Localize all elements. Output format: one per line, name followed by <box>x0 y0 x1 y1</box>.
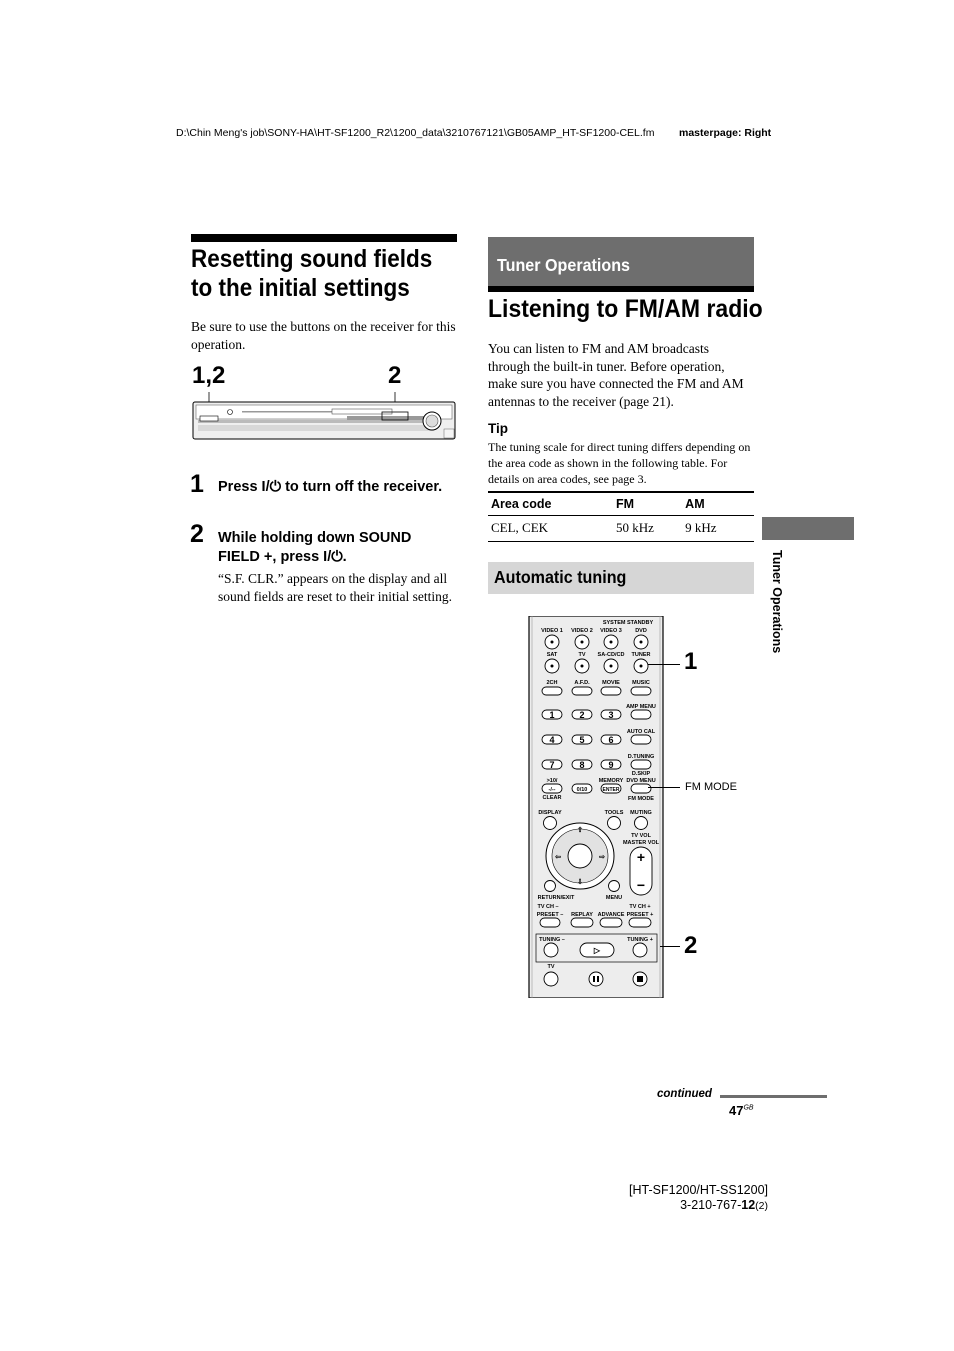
svg-text:FM MODE: FM MODE <box>628 796 654 802</box>
model-info <box>612 1183 768 1214</box>
callout-leader-2 <box>660 946 680 947</box>
subsection-title: Automatic tuning <box>494 567 627 587</box>
svg-text:-/--: -/-- <box>548 787 556 793</box>
svg-text:TV CH +: TV CH + <box>629 904 651 910</box>
svg-text:SAT: SAT <box>546 652 558 658</box>
remote-control-illustration <box>528 616 664 998</box>
svg-text:▷: ▷ <box>593 946 601 955</box>
section-rule <box>191 234 457 242</box>
svg-text:MASTER VOL: MASTER VOL <box>622 840 660 846</box>
svg-text:TV CH –: TV CH – <box>537 904 559 910</box>
continued-rule <box>720 1095 827 1098</box>
side-tab-marker <box>762 517 854 540</box>
document-code: 3-210-767-12(2) <box>680 1198 768 1212</box>
svg-text:TV VOL: TV VOL <box>631 833 651 839</box>
table-cell: 9 kHz <box>682 516 754 542</box>
tip-label: Tip <box>488 421 508 436</box>
svg-text:DVD: DVD <box>635 628 647 634</box>
side-tab-label: Tuner Operations <box>770 550 784 654</box>
step-1-number: 1 <box>190 470 204 498</box>
table-cell: CEL, CEK <box>488 516 613 542</box>
svg-text:DVD MENU: DVD MENU <box>626 778 656 784</box>
area-code-table <box>488 491 754 542</box>
section-title: Tuner Operations <box>497 255 630 275</box>
svg-text:MEMORY: MEMORY <box>598 778 624 784</box>
page-number-value: 47 <box>729 1103 744 1118</box>
svg-text:REPLAY: REPLAY <box>571 912 593 918</box>
svg-text:CLEAR: CLEAR <box>542 795 562 801</box>
svg-text:MENU: MENU <box>605 895 623 901</box>
svg-text:2: 2 <box>579 710 585 720</box>
fm-mode-label: FM MODE <box>685 781 737 793</box>
svg-text:TV: TV <box>578 652 586 658</box>
svg-text:7: 7 <box>549 760 555 770</box>
svg-text:0/10: 0/10 <box>576 787 588 793</box>
svg-text:+: + <box>636 849 646 865</box>
rc-system-standby: SYSTEM STANDBY <box>602 620 654 626</box>
svg-text:2CH: 2CH <box>546 680 558 686</box>
page-title: Listening to FM/AM radio <box>488 295 763 323</box>
svg-text:8: 8 <box>579 760 585 770</box>
right-intro: You can listen to FM and AM broadcasts through the built-in tuner. Before operation, make sure you have connected the FM and AM antennas to the receiver (page 21). <box>488 341 744 409</box>
svg-text:SA-CD/CD: SA-CD/CD <box>597 652 625 658</box>
svg-text:AUTO CAL: AUTO CAL <box>626 729 656 735</box>
svg-text:AMP MENU: AMP MENU <box>626 704 656 710</box>
table-header: AM <box>682 492 754 516</box>
svg-text:⇦: ⇦ <box>555 854 561 861</box>
svg-text:TUNING –: TUNING – <box>539 937 565 943</box>
svg-text:DISPLAY: DISPLAY <box>538 810 562 816</box>
model-name: [HT-SF1200/HT-SS1200] <box>629 1183 768 1197</box>
svg-text:4: 4 <box>549 735 555 745</box>
callout-leader-fm-mode <box>648 787 680 788</box>
svg-text:ENTER: ENTER <box>602 787 620 793</box>
svg-text:TOOLS: TOOLS <box>604 810 624 816</box>
svg-text:⇩: ⇩ <box>577 879 583 886</box>
svg-text:−: − <box>636 877 646 893</box>
page-number-suffix: GB <box>743 1104 754 1112</box>
svg-text:TUNING +: TUNING + <box>627 937 653 943</box>
svg-text:3: 3 <box>608 710 614 720</box>
svg-text:PRESET +: PRESET + <box>626 912 654 918</box>
left-intro: Be sure to use the buttons on the receiver for this operation. <box>191 319 456 352</box>
step-2-number: 2 <box>190 520 204 548</box>
svg-text:1: 1 <box>549 710 555 720</box>
svg-text:VIDEO 2: VIDEO 2 <box>571 628 593 634</box>
svg-text:MUTING: MUTING <box>630 810 652 816</box>
svg-text:TUNER: TUNER <box>631 652 651 658</box>
step-2-body: “S.F. CLR.” appears on the display and all sound fields are reset to their initial setting. <box>218 571 452 604</box>
masterpage-label: masterpage: Right <box>679 127 772 139</box>
page-number <box>729 1103 754 1118</box>
remote-callout-1: 1 <box>684 648 698 675</box>
svg-text:RETURN/EXIT: RETURN/EXIT <box>537 895 575 901</box>
svg-text:TV: TV <box>547 964 555 970</box>
receiver-front-panel-illustration <box>192 392 456 442</box>
step-2-text: While holding down SOUND FIELD +, press I/⏻. <box>218 530 412 565</box>
callout-2: 2 <box>388 362 402 389</box>
table-header: FM <box>613 492 682 516</box>
tip-body: The tuning scale for direct tuning differs depending on the area code as shown in the following table. For details on area codes, see page 3. <box>488 440 751 486</box>
callout-1-2: 1,2 <box>192 362 226 389</box>
section-banner-rule <box>488 286 754 292</box>
svg-text:⇧: ⇧ <box>577 827 583 834</box>
svg-text:PRESET –: PRESET – <box>536 912 564 918</box>
svg-text:5: 5 <box>579 735 585 745</box>
svg-text:D.TUNING: D.TUNING <box>627 754 655 760</box>
svg-text:>10/: >10/ <box>546 778 558 784</box>
table-cell: 50 kHz <box>613 516 682 542</box>
callout-leader-1 <box>648 664 680 665</box>
table-row <box>488 516 754 542</box>
svg-text:MOVIE: MOVIE <box>602 680 620 686</box>
step-1-text: Press I/⏻ to turn off the receiver. <box>218 479 443 495</box>
continued-label: continued <box>657 1088 712 1100</box>
svg-text:A.F.D.: A.F.D. <box>574 680 590 686</box>
remote-callout-2: 2 <box>684 932 698 959</box>
left-section-title: Resetting sound fields to the initial settings <box>191 245 433 302</box>
svg-text:VIDEO 1: VIDEO 1 <box>541 628 563 634</box>
svg-text:ADVANCE: ADVANCE <box>597 912 625 918</box>
svg-text:6: 6 <box>608 735 614 745</box>
file-path: D:\Chin Meng's job\SONY-HA\HT-SF1200_R2\1200_data\3210767121\GB05AMP_HT-SF1200-CEL.fm <box>176 127 655 139</box>
svg-text:VIDEO 3: VIDEO 3 <box>600 628 622 634</box>
table-header: Area code <box>488 492 613 516</box>
svg-text:⇨: ⇨ <box>599 854 605 861</box>
svg-text:MUSIC: MUSIC <box>632 680 650 686</box>
svg-text:D.SKIP: D.SKIP <box>631 771 651 777</box>
svg-text:9: 9 <box>608 760 614 770</box>
table-header-row <box>488 492 754 516</box>
